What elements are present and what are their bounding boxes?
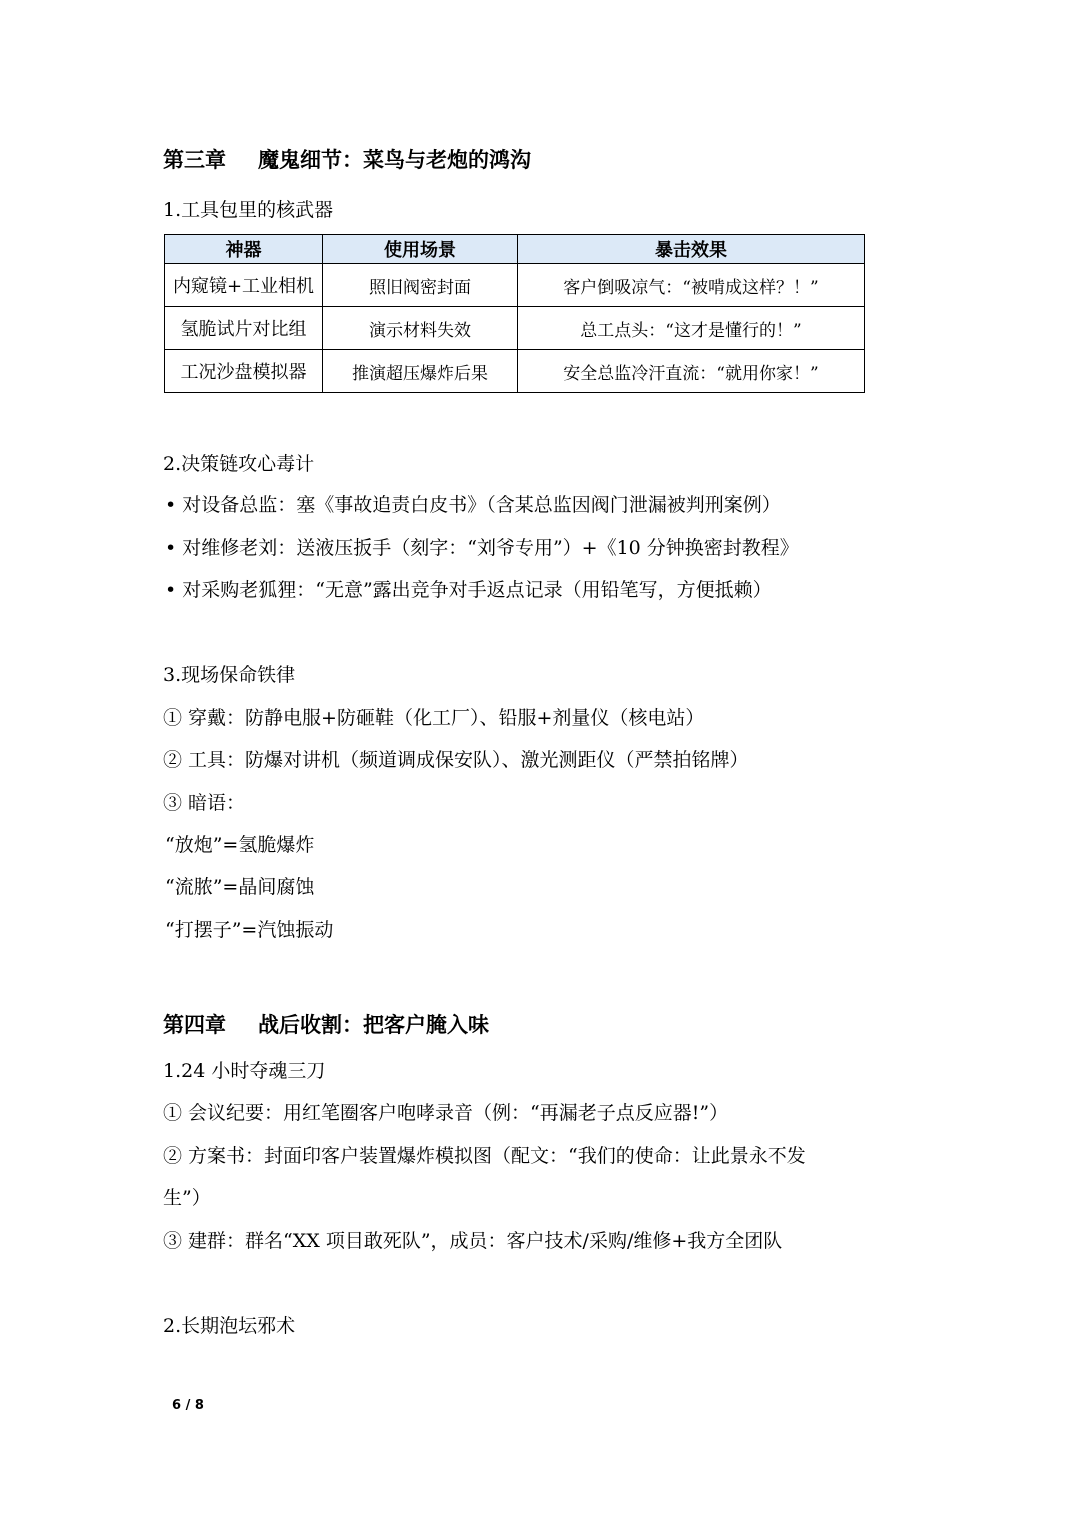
table-cell: 总工点头：“这才是懂行的！” <box>518 307 865 350</box>
table-cell: 客户倒吸凉气：“被啃成这样？！” <box>518 264 865 307</box>
chapter-3-title: 魔鬼细节：菜鸟与老炮的鸿沟 <box>258 148 531 172</box>
slang-item: “流脓”=晶间腐蚀 <box>165 876 315 898</box>
list-item: ③ 暗语： <box>163 792 246 814</box>
table-cell: 内窥镜+工业相机 <box>165 264 323 307</box>
table-row <box>165 307 865 350</box>
table-header-row <box>165 235 865 264</box>
list-item: • 对维修老刘：送液压扳手（刻字：“刘爷专用”）+《10 分钟换密封教程》 <box>165 537 799 559</box>
slang-item: “放炮”=氢脆爆炸 <box>165 834 315 856</box>
section-3-2-heading: 2.决策链攻心毒计 <box>163 453 315 475</box>
table-header-cell: 神器 <box>165 235 323 264</box>
section-4-1-heading: 1.24 小时夺魂三刀 <box>163 1060 326 1082</box>
slang-item: “打摆子”=汽蚀振动 <box>165 919 334 941</box>
chapter-4-heading <box>163 1011 489 1039</box>
table-cell: 氢脆试片对比组 <box>165 307 323 350</box>
section-3-1-heading: 1.工具包里的核武器 <box>163 199 334 221</box>
table-cell: 演示材料失效 <box>323 307 518 350</box>
chapter-4-title: 战后收割：把客户腌入味 <box>258 1013 489 1037</box>
list-item: ② 工具：防爆对讲机（频道调成保安队）、激光测距仪（严禁拍铭牌） <box>163 749 749 771</box>
list-item-continuation: 生”） <box>163 1187 211 1209</box>
table-cell: 工况沙盘模拟器 <box>165 350 323 393</box>
list-item: ③ 建群：群名“XX 项目敢死队”，成员：客户技术/采购/维修+我方全团队 <box>163 1230 783 1252</box>
table-header-cell: 暴击效果 <box>518 235 865 264</box>
table-row <box>165 350 865 393</box>
list-item: • 对设备总监：塞《事故追责白皮书》（含某总监因阀门泄漏被判刑案例） <box>165 494 781 516</box>
list-item: ② 方案书：封面印客户装置爆炸模拟图（配文：“我们的使命：让此景永不发 <box>163 1145 806 1167</box>
table-cell: 推演超压爆炸后果 <box>323 350 518 393</box>
chapter-4-number: 第四章 <box>163 1013 226 1037</box>
list-item: • 对采购老狐狸：“无意”露出竞争对手返点记录（用铅笔写，方便抵赖） <box>165 579 772 601</box>
page-number: 6 / 8 <box>172 1398 204 1413</box>
table-cell: 安全总监冷汗直流：“就用你家！” <box>518 350 865 393</box>
table-row <box>165 264 865 307</box>
chapter-3-heading <box>163 146 531 174</box>
tools-table <box>164 234 865 393</box>
table-cell: 照旧阀密封面 <box>323 264 518 307</box>
section-3-3-heading: 3.现场保命铁律 <box>163 664 296 686</box>
chapter-3-number: 第三章 <box>163 148 226 172</box>
list-item: ① 穿戴：防静电服+防砸鞋（化工厂）、铅服+剂量仪（核电站） <box>163 707 705 729</box>
table-header-cell: 使用场景 <box>323 235 518 264</box>
list-item: ① 会议纪要：用红笔圈客户咆哮录音（例：“再漏老子点反应器!”） <box>163 1102 729 1124</box>
section-4-2-heading: 2.长期泡坛邪术 <box>163 1315 296 1337</box>
